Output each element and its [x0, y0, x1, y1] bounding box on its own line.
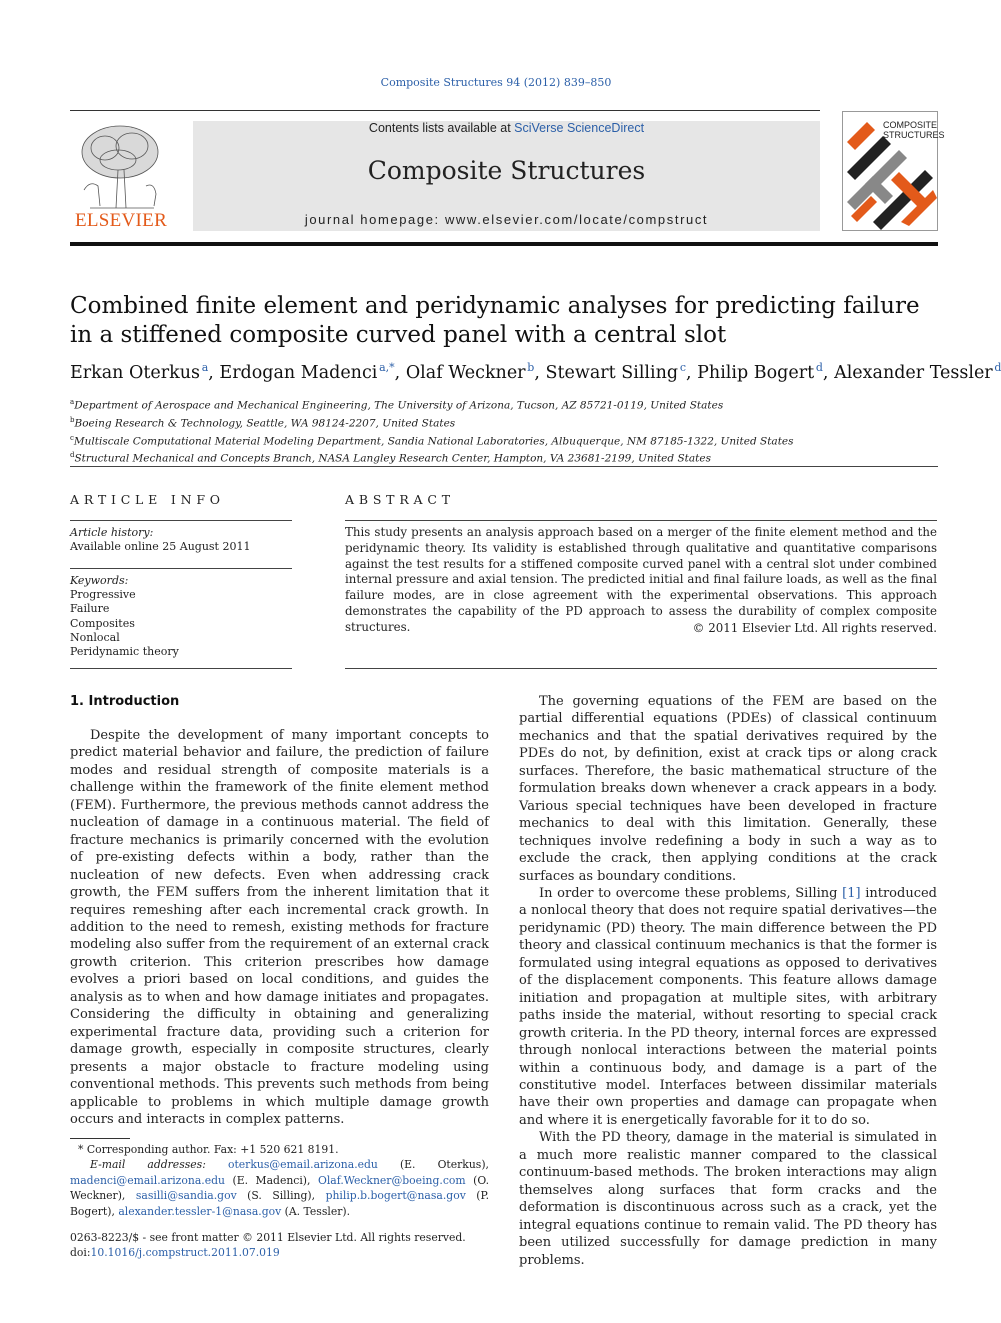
- keyword-item: Failure: [70, 602, 110, 616]
- author-name[interactable]: Erdogan Madenci: [219, 362, 378, 383]
- author-name[interactable]: Stewart Silling: [545, 362, 679, 383]
- author-affil-ref[interactable]: c: [679, 361, 687, 374]
- article-info-heading: ARTICLE INFO: [70, 492, 225, 507]
- contents-line: [193, 121, 820, 135]
- cover-title: [883, 120, 945, 140]
- affiliations-rule: [70, 466, 938, 467]
- email-link[interactable]: philip.b.bogert@nasa.gov: [325, 1189, 466, 1203]
- keywords-label: Keywords:: [70, 574, 129, 587]
- email-link[interactable]: alexander.tessler-1@nasa.gov: [118, 1204, 282, 1218]
- right-column: [519, 693, 937, 1269]
- body-paragraph: Despite the development of many important concepts to predict material behavior and failure, the prediction of failure modes and residual strength of composite materials is a challenge within the framework of the finite element method (FEM). Furthermore, the previous methods cannot address the nucleation of damage in a continuous material. The field of fracture mechanics is primarily concerned with the evolution of pre-existing defects within a body, rather than the nucleation of new defects. Even when addressing crack growth, the FEM suffers from the inherent limitation that it requires remeshing after each incremental crack growth. In addition to the need to remesh, existing methods for fracture modeling also suffer from the requirement of an external crack growth criterion. This criterion prescribes how damage evolves a priori based on local conditions, and guides the analysis as to when and how damage initiates and propagates. Considering the difficulty in obtaining and generalizing experimental fracture data, providing such a criterion for damage growth, especially in composite structures, clearly presents a major obstacle to fracture modeling using conventional methods. This prevents such methods from being applicable to problems in which multiple damage growth occurs and interacts in complex patterns.: [70, 728, 489, 1127]
- author-affil-ref[interactable]: a,*: [379, 361, 395, 374]
- history-value: Available online 25 August 2011: [70, 540, 251, 554]
- email-label: E-mail addresses:: [90, 1158, 206, 1172]
- doi-line: doi:10.1016/j.compstruct.2011.07.019: [70, 1246, 280, 1259]
- author-name[interactable]: Olaf Weckner: [405, 362, 526, 383]
- journal-homepage[interactable]: journal homepage: www.elsevier.com/locate/compstruct: [304, 212, 709, 227]
- keywords-block: [70, 574, 292, 659]
- author-name[interactable]: Philip Bogert: [697, 362, 815, 383]
- article-title-line-2: in a stiffened composite curved panel with a central slot: [70, 322, 727, 348]
- cover-title-line-2: STRUCTURES: [883, 130, 945, 140]
- abstract-text: This study presents an analysis approach based on a merger of the finite element method and the peridynamic theory. Its validity is established through qualitative and quantitative comparisons against the test results for a stiffened composite curved panel with a central slot under combined internal pressure and axial tension. The predicted initial and final failure loads, as well as the final failure modes, are in close agreement with the experimental observations. This approach demonstrates the capability of the PD approach to assess the durability of complex composite structures.: [345, 525, 937, 634]
- contents-prefix: Contents lists available at: [368, 121, 515, 135]
- affiliation-item: $^a$Department of Aerospace and Mechanical Engineering, The University of Arizona, Tucson, AZ 85721-0119, United States: [70, 398, 724, 412]
- article-title-line-1: Combined finite element and peridynamic analyses for predicting failure: [70, 293, 920, 319]
- corresponding-author: * Corresponding author. Fax: +1 520 621 8191.: [78, 1143, 339, 1156]
- body-paragraph: With the PD theory, damage in the material is simulated in a much more realistic manner compared to the classical continuum-based methods. The broken interactions may align themselves along surfaces that form cracks and the deformation is discontinuous across such as a crack, yet the integral equations continue to remain valid. The PD theory has been utilized successfully for damage prediction in many problems.: [519, 1130, 937, 1268]
- elsevier-tree-logo: [70, 120, 172, 212]
- body-paragraph: In order to overcome these problems, Silling [1] introduced a nonlocal theory that does not require spatial derivatives—the peridynamic (PD) theory. The main difference between the PD theory and classical continuum mechanics is that the former is formulated using integral equations as opposed to derivatives of the displacement components. This feature allows damage initiation and propagation at multiple sites, with arbitrary paths inside the material, without resorting to special crack growth criteria. In the PD theory, internal forces are expressed through nonlocal interactions between the material points within a continuous body, and damage is a part of the constitutive model. Interfaces between dissimilar materials have their own properties and damage can propagate when and where it is energetically favorable for it to do so.: [519, 885, 937, 1128]
- article-history: [70, 526, 292, 554]
- footnote: [70, 1142, 489, 1219]
- history-label: Article history:: [70, 526, 154, 539]
- journal-citation[interactable]: Composite Structures 94 (2012) 839–850: [380, 76, 612, 89]
- cover-title-line-1: COMPOSITE: [883, 120, 938, 130]
- left-column: [70, 727, 489, 1128]
- journal-cover: [842, 111, 945, 231]
- author-affil-ref[interactable]: b: [527, 361, 535, 374]
- author-name[interactable]: Erkan Oterkus: [70, 362, 200, 383]
- doi-link[interactable]: 10.1016/j.compstruct.2011.07.019: [90, 1246, 280, 1259]
- body-paragraph: The governing equations of the FEM are based on the partial differential equations (PDEs) of classical continuum mechanics and that the spatial derivatives required by the PDEs do not, by definition, exist at crack tips or along crack surfaces. Therefore, the basic mathematical structure of the formulation breaks down whenever a crack appears in a body. Various special techniques have been developed in fracture mechanics to deal with this limitation. Generally, these techniques involve redefining a body in such a way as to exclude the crack, then applying conditions at the crack surfaces as boundary conditions.: [519, 694, 937, 884]
- affiliation-item: $^b$Boeing Research & Technology, Seattle, WA 98124-2207, United States: [70, 415, 456, 430]
- elsevier-wordmark: ELSEVIER: [74, 210, 168, 231]
- article-info-rule: [70, 520, 292, 521]
- footnote-rule: [70, 1138, 130, 1139]
- issn-line: 0263-8223/$ - see front matter © 2011 Elsevier Ltd. All rights reserved.: [70, 1231, 466, 1244]
- email-link[interactable]: Olaf.Weckner@boeing.com: [317, 1173, 466, 1187]
- abstract-copyright: © 2011 Elsevier Ltd. All rights reserved.: [692, 621, 937, 635]
- section-heading: 1. Introduction: [70, 694, 180, 709]
- author-list: Erkan Oterkus $^a$, Erdogan Madenci $^{a,*}$, Olaf Weckner $^b$, Stewart Silling $^c$, Philip Bogert $^d$, Alexander Tessler $^d$: [70, 361, 1001, 383]
- email-link[interactable]: sasilli@sandia.gov: [135, 1189, 237, 1203]
- journal-title: Composite Structures: [367, 156, 646, 185]
- header-bottom-rule: [70, 242, 938, 246]
- author-affil-ref[interactable]: d: [815, 361, 823, 374]
- affiliations: [70, 395, 930, 466]
- email-addresses: E-mail addresses: oterkus@email.arizona.edu (E. Oterkus), madenci@email.arizona.edu (E. Madenci), Olaf.Weckner@boeing.com (O. Weckner), sasilli@sandia.gov (S. Silling), philip.b.bogert@nasa.gov (P. Bogert), alexander.tessler-1@nasa.gov (A. Tessler).: [70, 1158, 490, 1218]
- author-affil-ref[interactable]: d: [994, 361, 1001, 374]
- author-name[interactable]: Alexander Tessler: [834, 362, 993, 383]
- abstract-top-rule: [345, 520, 937, 521]
- author-affil-ref[interactable]: a: [201, 361, 209, 374]
- front-matter: [70, 1230, 466, 1260]
- sciencedirect-link[interactable]: SciVerse ScienceDirect: [514, 121, 645, 135]
- article-title: [70, 292, 930, 350]
- keywords-rule: [70, 668, 292, 669]
- keyword-item: Composites: [70, 616, 135, 630]
- header-top-rule: [70, 110, 820, 111]
- keyword-item: Peridynamic theory: [70, 645, 179, 659]
- affiliation-item: $^d$Structural Mechanical and Concepts Branch, NASA Langley Research Center, Hampton, VA 23681-2199, United States: [70, 451, 711, 465]
- abstract-bottom-rule: [345, 668, 937, 669]
- email-link[interactable]: madenci@email.arizona.edu: [70, 1173, 225, 1187]
- reference-link[interactable]: [1]: [842, 885, 861, 901]
- history-rule: [70, 568, 292, 569]
- keyword-item: Progressive: [70, 588, 136, 602]
- keyword-item: Nonlocal: [70, 630, 120, 644]
- email-link[interactable]: oterkus@email.arizona.edu: [227, 1158, 378, 1172]
- abstract-heading: ABSTRACT: [345, 492, 455, 507]
- affiliation-item: $^c$Multiscale Computational Material Modeling Department, Sandia National Laboratories, Albuquerque, NM 87185-1322, United States: [70, 433, 794, 448]
